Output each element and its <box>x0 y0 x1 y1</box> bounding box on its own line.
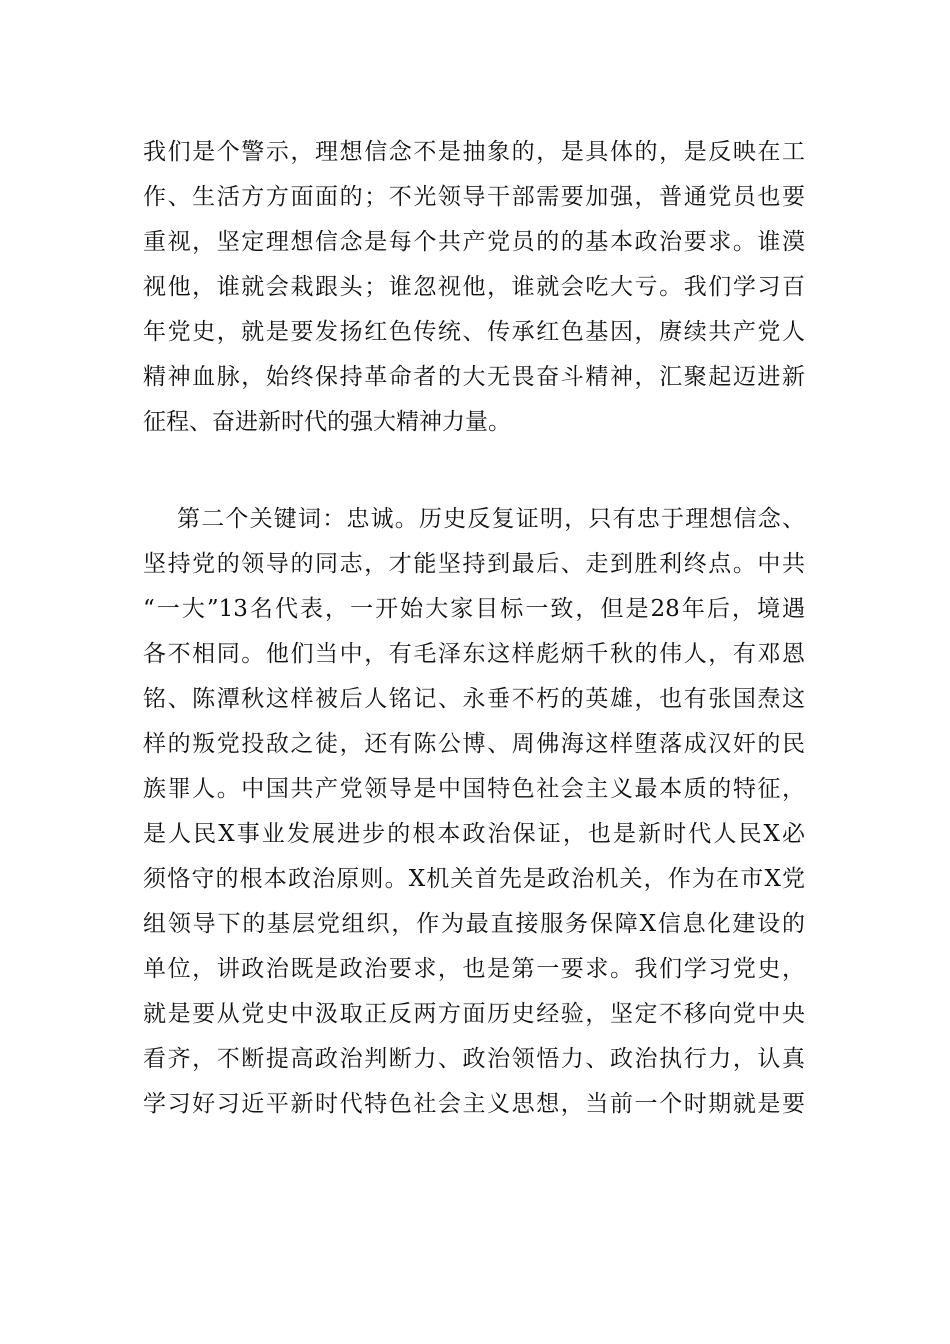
text-line: 重视，坚定理想信念是每个共产党员的的基本政治要求。谁漠 <box>143 229 805 255</box>
text-line: 组领导下的基层党组织，作为最直接服务保障X信息化建设的 <box>143 911 805 937</box>
text-line: 作、生活方方面面的；不光领导干部需要加强，普通党员也要 <box>143 184 805 210</box>
text-line: 须恪守的根本政治原则。X机关首先是政治机关，作为在市X党 <box>143 866 805 892</box>
text-line: 视他，谁就会栽跟头；谁忽视他，谁就会吃大亏。我们学习百 <box>143 274 805 300</box>
text-line: 族罪人。中国共产党领导是中国特色社会主义最本质的特征， <box>143 776 805 802</box>
text-line: 各不相同。他们当中，有毛泽东这样彪炳千秋的伟人，有邓恩 <box>143 641 805 667</box>
text-line: 就是要从党史中汲取正反两方面历史经验，坚定不移向党中央 <box>143 1001 805 1027</box>
text-line: 精神血脉，始终保持革命者的大无畏奋斗精神，汇聚起迈进新 <box>143 364 805 390</box>
text-line: 看齐，不断提高政治判断力、政治领悟力、政治执行力，认真 <box>143 1046 805 1072</box>
text-line: 单位，讲政治既是政治要求，也是第一要求。我们学习党史， <box>143 956 805 982</box>
text-line: 铭、陈潭秋这样被后人铭记、永垂不朽的英雄，也有张国焘这 <box>143 686 805 712</box>
text-line: 我们是个警示，理想信念不是抽象的，是具体的，是反映在工 <box>143 139 805 165</box>
text-line: 样的叛党投敌之徒，还有陈公博、周佛海这样堕落成汉奸的民 <box>143 731 805 757</box>
text-line: “一大”13名代表，一开始大家目标一致，但是28年后，境遇 <box>143 596 805 622</box>
text-line: 坚持党的领导的同志，才能坚持到最后、走到胜利终点。中共 <box>143 551 805 577</box>
text-line: 是人民X事业发展进步的根本政治保证，也是新时代人民X必 <box>143 821 805 847</box>
text-line: 第二个关键词：忠诚。历史反复证明，只有忠于理想信念、 <box>177 506 805 532</box>
text-line: 学习好习近平新时代特色社会主义思想，当前一个时期就是要 <box>143 1091 805 1117</box>
paragraph-2 <box>143 497 805 1127</box>
text-line: 征程、奋进新时代的强大精神力量。 <box>143 409 511 435</box>
paragraph-1 <box>143 130 805 445</box>
text-line: 年党史，就是要发扬红色传统、传承红色基因，赓续共产党人 <box>143 319 805 345</box>
